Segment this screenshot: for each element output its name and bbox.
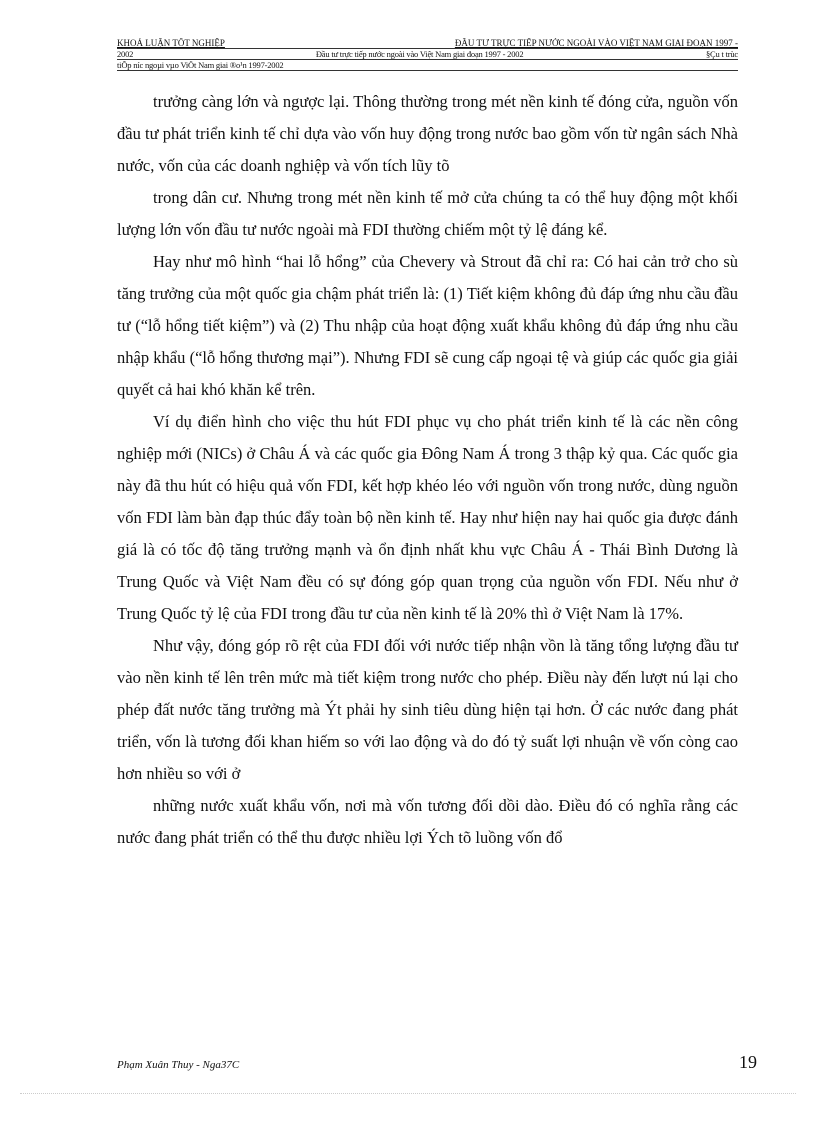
paragraph-1: trưởng càng lớn và ngược lại. Thông thường trong mét nền kinh tế đóng cửa, nguồn vốn đầu tư phát triển kinh tế chỉ dựa vào vốn huy động trong nước bao gồm vốn từ ngân sách Nhà nước, vốn của các doanh nghiệp và vốn tích lũy tõ	[117, 92, 738, 175]
paragraph-3: Hay như mô hình “hai lỗ hổng” của Chevery và Strout đã chỉ ra: Có hai cản trở cho sù tăng trưởng của một quốc gia chậm phát triển là: (1) Tiết kiệm không đủ đáp ứng nhu cầu đầu tư (“lỗ hổng tiết kiệm”) và (2) Thu nhập của hoạt động xuất khẩu không đủ đáp ứng nhu cầu nhập khẩu (“lỗ hổng thương mại”). Nhưng FDI sẽ cung cấp ngoại tệ và giúp các quốc gia giải quyết cả hai khó khăn kể trên.	[117, 252, 738, 399]
header-second-row	[117, 49, 738, 60]
header-year: 2002	[117, 49, 134, 59]
header-garbled-right: §Çu t trùc	[706, 49, 738, 59]
page-footer	[117, 1052, 757, 1073]
header-third-row	[117, 60, 738, 71]
page-header	[117, 38, 738, 71]
header-thesis-label: KHOÁ LUẬN TỐT NGHIỆP	[117, 38, 225, 48]
paragraph-5: Như vậy, đóng góp rõ rệt của FDI đối với nước tiếp nhận vồn là tăng tổng lượng đầu tư vào nền kinh tế lên trên mức mà tiết kiệm trong nước cho phép. Điều này đến lượt nú lại cho phép đất nước tăng trưởng mà Ýt phải hy sinh tiêu dùng hiện tại hơn. Ở các nước đang phát triển, vốn là tương đối khan hiếm so với lao động và do đó tỷ suất lợi nhuận về vốn còng cao hơn nhiều so với ở	[117, 636, 738, 783]
footer-author: Phạm Xuân Thuy - Nga37C	[117, 1059, 240, 1071]
paragraph-2: trong dân cư. Nhưng trong mét nền kinh tế mở cửa chúng ta có thể huy động một khối lượng lớn vốn đầu tư nước ngoài mà FDI thường chiếm một tỷ lệ đáng kể.	[117, 188, 738, 239]
header-thesis-title: ĐẦU TƯ TRỰC TIẾP NƯỚC NGOÀI VÀO VIỆT NAM GIAI ĐOẠN 1997 -	[454, 38, 738, 48]
paragraph-6: những nước xuất khẩu vốn, nơi mà vốn tương đối dồi dào. Điều đó có nghĩa rằng các nước đang phát triển có thể thu được nhiều lợi Ých tõ luồng vốn đổ	[117, 796, 738, 847]
document-body	[117, 86, 738, 854]
header-garbled-line: tiÕp níc ngoµi vµo ViÖt Nam giai ®o¹n 1997-2002	[117, 60, 284, 70]
paragraph-4: Ví dụ điển hình cho việc thu hút FDI phục vụ cho phát triển kinh tế là các nền công nghiệp mới (NICs) ở Châu Á và các quốc gia Đông Nam Á trong 3 thập kỷ qua. Các quốc gia này đã thu hút có hiệu quả vốn FDI, kết hợp khéo léo với nguồn vốn trong nước, dùng nguồn vốn FDI làm bàn đạp thúc đẩy toàn bộ nền kinh tế. Hay như hiện nay hai quốc gia được đánh giá là có tốc độ tăng trưởng mạnh và ổn định nhất khu vực Châu Á - Thái Bình Dương là Trung Quốc và Việt Nam đều có sự đóng góp quan trọng của nguồn vốn FDI. Nếu như ở Trung Quốc tỷ lệ của FDI trong đầu tư của nền kinh tế là 20% thì ở Việt Nam là 17%.	[117, 412, 738, 623]
header-title-row	[117, 38, 738, 49]
page-bottom-divider	[20, 1093, 796, 1094]
header-subtitle: Đầu tư trực tiếp nước ngoài vào Việt Nam giai đoạn 1997 - 2002	[315, 49, 524, 59]
page-number: 19	[739, 1052, 757, 1072]
